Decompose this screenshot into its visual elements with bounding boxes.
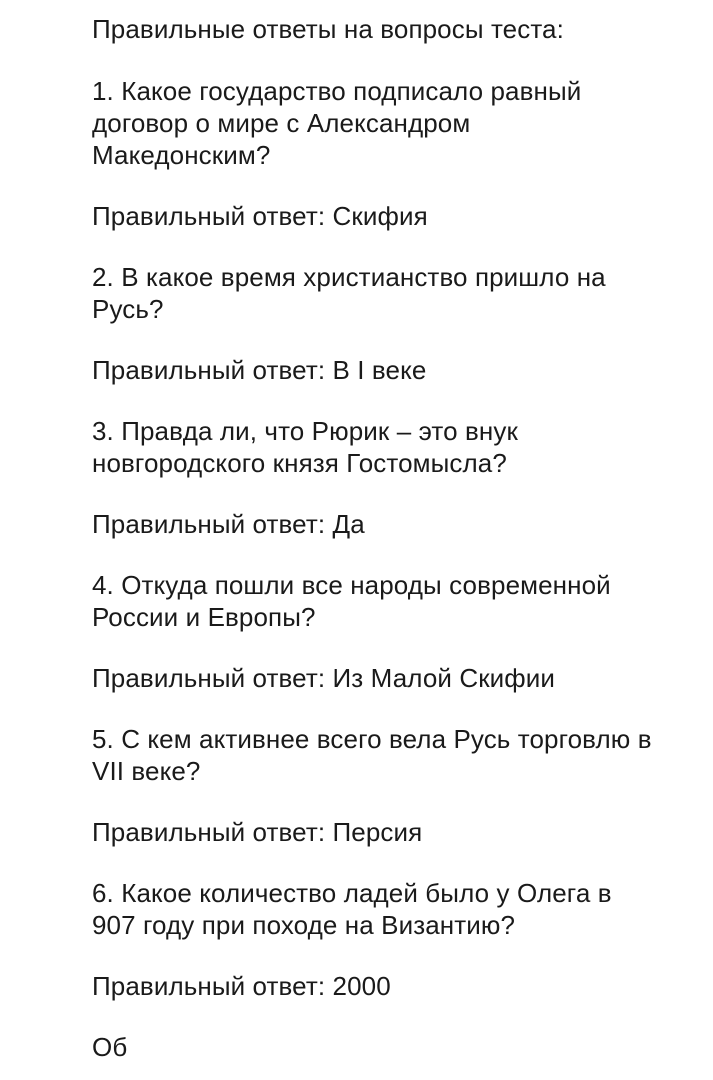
question-5: 5. С кем активнее всего вела Русь торговлю в VII веке? <box>92 724 652 786</box>
answer-6: Правильный ответ: 2000 <box>92 971 391 1001</box>
question-2: 2. В какое время христианство пришло на Русь? <box>92 262 606 324</box>
question-4: 4. Откуда пошли все народы современной России и Европы? <box>92 570 611 632</box>
answer-5: Правильный ответ: Персия <box>92 817 423 847</box>
answer-2: Правильный ответ: В I веке <box>92 355 427 385</box>
clipped-next-line: Об <box>92 1032 128 1062</box>
document-body <box>92 13 652 1075</box>
answer-4: Правильный ответ: Из Малой Скифии <box>92 663 556 693</box>
answer-3: Правильный ответ: Да <box>92 509 365 539</box>
question-6: 6. Какое количество ладей было у Олега в 907 году при походе на Византию? <box>92 878 612 940</box>
question-1: 1. Какое государство подписало равный договор о мире с Александром Македонским? <box>92 76 582 170</box>
document-heading: Правильные ответы на вопросы теста: <box>92 14 564 44</box>
question-3: 3. Правда ли, что Рюрик – это внук новгородского князя Гостомысла? <box>92 416 518 478</box>
answer-1: Правильный ответ: Скифия <box>92 201 428 231</box>
